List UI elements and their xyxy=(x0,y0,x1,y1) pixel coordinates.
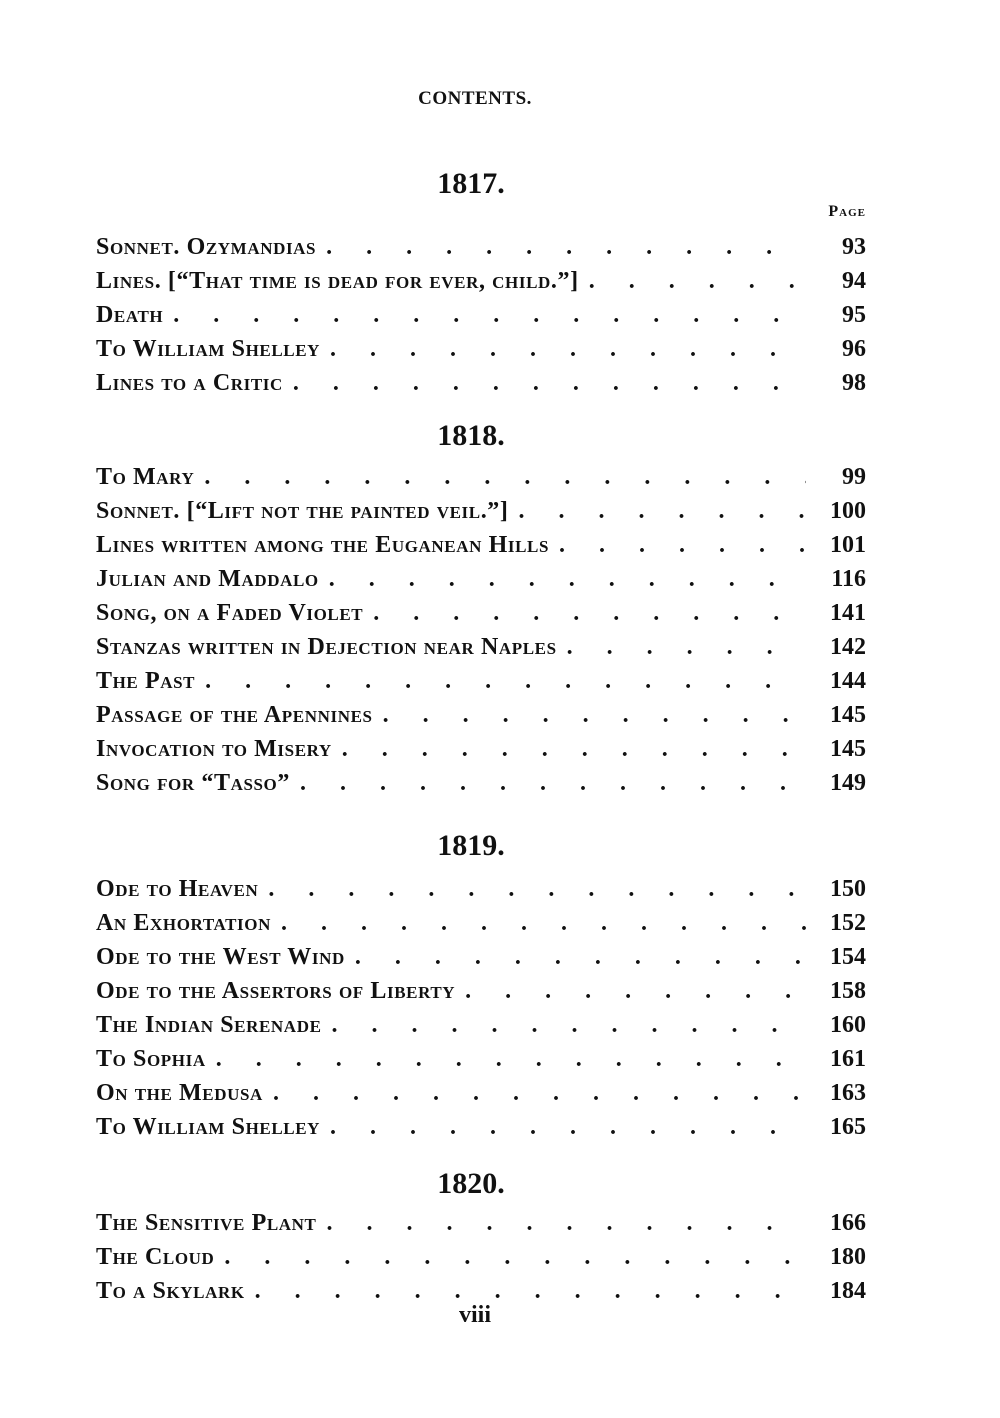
toc-entry[interactable] xyxy=(96,940,866,974)
entry-page: 95 xyxy=(842,302,866,328)
leader-dots xyxy=(332,1008,806,1042)
leader-dots xyxy=(326,230,806,264)
toc-entry[interactable] xyxy=(96,230,866,264)
entry-page: 145 xyxy=(830,702,866,728)
toc-entry[interactable] xyxy=(96,366,866,400)
section-year: 1817. xyxy=(437,167,505,200)
toc-entry[interactable] xyxy=(96,460,866,494)
entry-title: The Indian Serenade xyxy=(96,1012,322,1038)
toc-entry[interactable] xyxy=(96,766,866,800)
entry-page: 116 xyxy=(831,566,866,592)
leader-dots xyxy=(383,698,806,732)
entry-page: 144 xyxy=(830,668,866,694)
leader-dots xyxy=(465,974,806,1008)
leader-dots xyxy=(342,732,806,766)
section-year: 1820. xyxy=(437,1167,505,1200)
entry-page: 142 xyxy=(830,634,866,660)
entry-title: Lines to a Critic xyxy=(96,370,283,396)
entry-title: Sonnet. [“Lift not the painted veil.”] xyxy=(96,498,509,524)
leader-dots xyxy=(293,366,806,400)
entry-page: 150 xyxy=(830,876,866,902)
entry-title: Lines. [“That time is dead for ever, child.”] xyxy=(96,268,579,294)
toc-entry[interactable] xyxy=(96,1008,866,1042)
toc-entry[interactable] xyxy=(96,664,866,698)
entry-page: 154 xyxy=(830,944,866,970)
entry-page: 161 xyxy=(830,1046,866,1072)
leader-dots xyxy=(589,264,806,298)
entry-title: Passage of the Apennines xyxy=(96,702,373,728)
entry-title: Song for “Tasso” xyxy=(96,770,290,796)
toc-entry[interactable] xyxy=(96,1076,866,1110)
entry-title: To Sophia xyxy=(96,1046,206,1072)
entry-page: 145 xyxy=(830,736,866,762)
toc-entry[interactable] xyxy=(96,1240,866,1274)
toc-entry[interactable] xyxy=(96,494,866,528)
entry-page: 160 xyxy=(830,1012,866,1038)
entry-page: 163 xyxy=(830,1080,866,1106)
toc-entry[interactable] xyxy=(96,630,866,664)
leader-dots xyxy=(281,906,806,940)
leader-dots xyxy=(330,1110,806,1144)
entry-title: Stanzas written in Dejection near Naples xyxy=(96,634,557,660)
toc-entry[interactable] xyxy=(96,298,866,332)
entry-title: To Mary xyxy=(96,464,195,490)
entry-title: Sonnet. Ozymandias xyxy=(96,234,317,260)
entry-title: On the Medusa xyxy=(96,1080,263,1106)
leader-dots xyxy=(273,1076,806,1110)
entry-title: Ode to the West Wind xyxy=(96,944,345,970)
leader-dots xyxy=(268,872,806,906)
entry-title: Julian and Maddalo xyxy=(96,566,319,592)
entry-page: 184 xyxy=(830,1278,866,1304)
entry-page: 93 xyxy=(842,234,866,260)
page-folio: viii xyxy=(458,1302,491,1328)
entry-title: The Past xyxy=(96,668,196,694)
entry-title: Invocation to Misery xyxy=(96,736,332,762)
entry-title: Ode to Heaven xyxy=(96,876,259,902)
leader-dots xyxy=(224,1240,806,1274)
toc-entry[interactable] xyxy=(96,974,866,1008)
entry-title: To a Skylark xyxy=(96,1278,245,1304)
entry-page: 98 xyxy=(842,370,866,396)
entry-title: Song, on a Faded Violet xyxy=(96,600,364,626)
toc-entry[interactable] xyxy=(96,1042,866,1076)
entry-page: 180 xyxy=(830,1244,866,1270)
page-column-label: Page xyxy=(828,203,866,220)
leader-dots xyxy=(300,766,806,800)
leader-dots xyxy=(205,664,806,698)
toc-entry[interactable] xyxy=(96,1206,866,1240)
section-year: 1819. xyxy=(437,829,505,862)
leader-dots xyxy=(204,460,806,494)
leader-dots xyxy=(216,1042,806,1076)
leader-dots xyxy=(329,562,806,596)
entry-title: The Sensitive Plant xyxy=(96,1210,317,1236)
leader-dots xyxy=(330,332,806,366)
toc-section-1817 xyxy=(96,164,866,400)
toc-entry[interactable] xyxy=(96,1110,866,1144)
toc-section-1820 xyxy=(96,1164,866,1308)
entry-title: Death xyxy=(96,302,164,328)
toc-entry[interactable] xyxy=(96,596,866,630)
entry-page: 101 xyxy=(830,532,866,558)
entry-page: 152 xyxy=(830,910,866,936)
toc-section-1818 xyxy=(96,416,866,800)
leader-dots xyxy=(567,630,806,664)
leader-dots xyxy=(173,298,806,332)
toc-entry[interactable] xyxy=(96,332,866,366)
toc-entry[interactable] xyxy=(96,872,866,906)
toc-entry[interactable] xyxy=(96,562,866,596)
entry-page: 158 xyxy=(830,978,866,1004)
section-year: 1818. xyxy=(437,419,505,452)
entry-title: Lines written among the Euganean Hills xyxy=(96,532,549,558)
entry-page: 141 xyxy=(830,600,866,626)
entry-page: 149 xyxy=(830,770,866,796)
entry-title: An Exhortation xyxy=(96,910,271,936)
toc-entry[interactable] xyxy=(96,732,866,766)
entry-page: 165 xyxy=(830,1114,866,1140)
toc-entry[interactable] xyxy=(96,698,866,732)
entry-page: 100 xyxy=(830,498,866,524)
entry-page: 166 xyxy=(830,1210,866,1236)
toc-entry[interactable] xyxy=(96,264,866,298)
entry-page: 96 xyxy=(842,336,866,362)
toc-section-1819 xyxy=(96,826,866,1144)
leader-dots xyxy=(355,940,806,974)
entry-title: To William Shelley xyxy=(96,1114,321,1140)
entry-page: 99 xyxy=(842,464,866,490)
leader-dots xyxy=(326,1206,806,1240)
entry-page: 94 xyxy=(842,268,866,294)
leader-dots xyxy=(373,596,806,630)
leader-dots xyxy=(559,528,806,562)
toc-entry[interactable] xyxy=(96,906,866,940)
leader-dots xyxy=(519,494,807,528)
toc-entry[interactable] xyxy=(96,528,866,562)
entry-title: The Cloud xyxy=(96,1244,215,1270)
entry-title: To William Shelley xyxy=(96,336,321,362)
running-head: CONTENTS. xyxy=(418,88,532,109)
entry-title: Ode to the Assertors of Liberty xyxy=(96,978,456,1004)
